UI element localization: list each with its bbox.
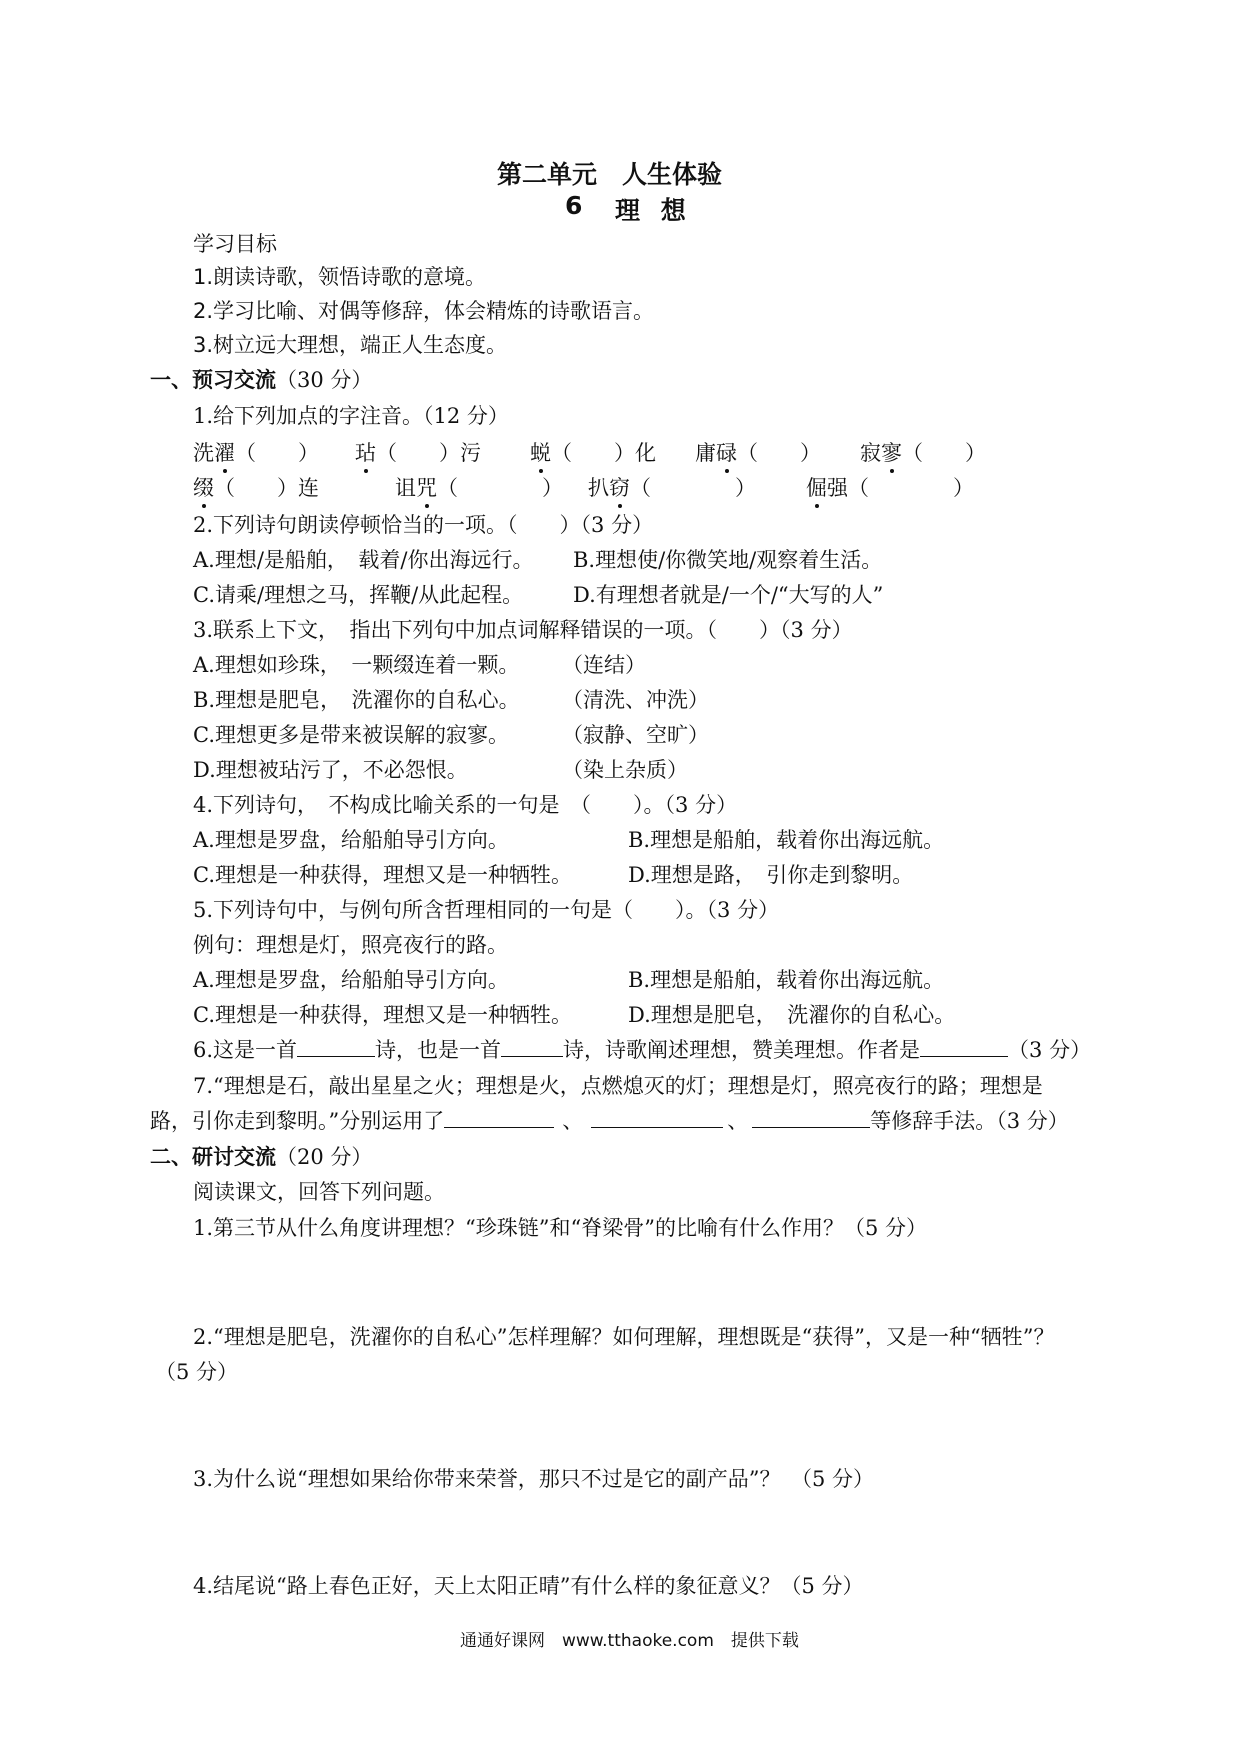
q5-option-d: D.理想是肥皂， 洗濯你的自私心。	[628, 1003, 956, 1027]
q3-stem: 3.联系上下文， 指出下列句中加点词解释错误的一项。（ ）（3 分）	[193, 618, 853, 642]
s2-question-1: 1.第三节从什么角度讲理想？“珍珠链”和“脊梁骨”的比喻有什么作用？（5 分）	[193, 1216, 928, 1240]
lesson-title: 理 想	[615, 196, 692, 225]
q3-option: B.理想是肥皂， 洗濯你的自私心。	[193, 688, 520, 712]
section2-title: 二、研讨交流	[150, 1145, 276, 1169]
q3-note: （清洗、冲洗）	[562, 688, 709, 712]
q1-pinyin-item: 倔强（ ）	[806, 476, 974, 500]
q2-option-d: D.有理想者就是/一个/“大写的人”	[573, 583, 884, 607]
q3-option: A.理想如珍珠， 一颗缀连着一颗。	[193, 653, 520, 677]
q7-blank-2[interactable]	[591, 1107, 723, 1128]
objective-item: 3.树立远大理想，端正人生态度。	[193, 333, 508, 357]
q6-blank-3[interactable]	[920, 1036, 1008, 1057]
s2-question-3: 3.为什么说“理想如果给你带来荣誉，那只不过是它的副产品”？ （5 分）	[193, 1467, 875, 1491]
q1-pinyin-item: 蜕（ ）化	[530, 441, 656, 465]
q1-stem: 1.给下列加点的字注音。（12 分）	[193, 404, 509, 428]
q7-blank-3[interactable]	[752, 1107, 870, 1128]
q5-option-b: B.理想是船舶，载着你出海远航。	[628, 968, 945, 992]
section2-score: （20 分）	[276, 1145, 373, 1169]
q7-line2: 路，引你走到黎明。”分别运用了 、 、 等修辞手法。（3 分）	[150, 1109, 1069, 1133]
q4-option-c: C.理想是一种获得，理想又是一种牺牲。	[193, 863, 572, 887]
q5-stem: 5.下列诗句中，与例句所含哲理相同的一句是（ ）。（3 分）	[193, 898, 780, 922]
q1-pinyin-item: 寂寥（ ）	[860, 441, 986, 465]
q5-example: 例句：理想是灯，照亮夜行的路。	[193, 933, 508, 957]
s2-question-2-score: （5 分）	[155, 1360, 239, 1384]
objectives-heading: 学习目标	[193, 232, 277, 256]
q7-blank-1[interactable]	[444, 1107, 554, 1128]
q1-pinyin-item: 玷（ ）污	[355, 441, 481, 465]
q6-line: 6.这是一首 诗，也是一首 诗，诗歌阐述理想，赞美理想。作者是 （3 分）	[193, 1038, 1092, 1062]
q2-option-c: C.请乘/理想之马，挥鞭/从此起程。	[193, 583, 524, 607]
q3-note: （寂静、空旷）	[562, 723, 709, 747]
q3-note: （染上杂质）	[562, 758, 688, 782]
q7-line1: 7.“理想是石，敲出星星之火；理想是火，点燃熄灭的灯；理想是灯，照亮夜行的路；理想是	[193, 1074, 1043, 1098]
q4-option-b: B.理想是船舶，载着你出海远航。	[628, 828, 945, 852]
section1-title: 一、预习交流	[150, 368, 276, 392]
q6-blank-2[interactable]	[501, 1036, 563, 1057]
q1-pinyin-item: 缀（ ）连	[193, 476, 319, 500]
q5-option-c: C.理想是一种获得，理想又是一种牺牲。	[193, 1003, 572, 1027]
q3-option: C.理想更多是带来被误解的寂寥。	[193, 723, 509, 747]
q2-option-a: A.理想/是船舶， 载着/你出海远行。	[193, 548, 534, 572]
q1-pinyin-item: 诅咒（ ）	[395, 476, 563, 500]
q2-stem: 2.下列诗句朗读停顿恰当的一项。（ ）（3 分）	[193, 513, 654, 537]
q3-option: D.理想被玷污了，不必怨恨。	[193, 758, 468, 782]
objective-item: 2.学习比喻、对偶等修辞，体会精炼的诗歌语言。	[193, 299, 655, 323]
q4-stem: 4.下列诗句， 不构成比喻关系的一句是 （ ）。（3 分）	[193, 793, 738, 817]
section1-heading	[150, 366, 372, 394]
q4-option-a: A.理想是罗盘，给船舶导引方向。	[193, 828, 509, 852]
lesson-number: 6	[565, 191, 583, 220]
q4-option-d: D.理想是路， 引你走到黎明。	[628, 863, 914, 887]
s2-question-4: 4.结尾说“路上春色正好，天上太阳正晴”有什么样的象征意义？（5 分）	[193, 1574, 864, 1598]
s2-question-2: 2.“理想是肥皂，洗濯你的自私心”怎样理解？如何理解，理想既是“获得”，又是一种“牺牲”？	[193, 1325, 1055, 1349]
q1-pinyin-item: 庸碌（ ）	[695, 441, 821, 465]
q2-option-b: B.理想使/你微笑地/观察着生活。	[573, 548, 883, 572]
section2-intro: 阅读课文，回答下列问题。	[193, 1180, 445, 1204]
objective-item: 1.朗读诗歌，领悟诗歌的意境。	[193, 265, 487, 289]
section2-heading	[150, 1143, 372, 1171]
q3-note: （连结）	[562, 653, 646, 677]
footer-download-note: 通通好课网 www.tthaoke.com 提供下载	[460, 1631, 799, 1651]
q1-pinyin-item: 扒窃（ ）	[588, 476, 756, 500]
unit-title: 第二单元 人生体验	[497, 160, 723, 189]
q6-blank-1[interactable]	[297, 1036, 375, 1057]
q1-pinyin-item: 洗濯（ ）	[193, 441, 319, 465]
section1-score: （30 分）	[276, 368, 373, 392]
q5-option-a: A.理想是罗盘，给船舶导引方向。	[193, 968, 509, 992]
